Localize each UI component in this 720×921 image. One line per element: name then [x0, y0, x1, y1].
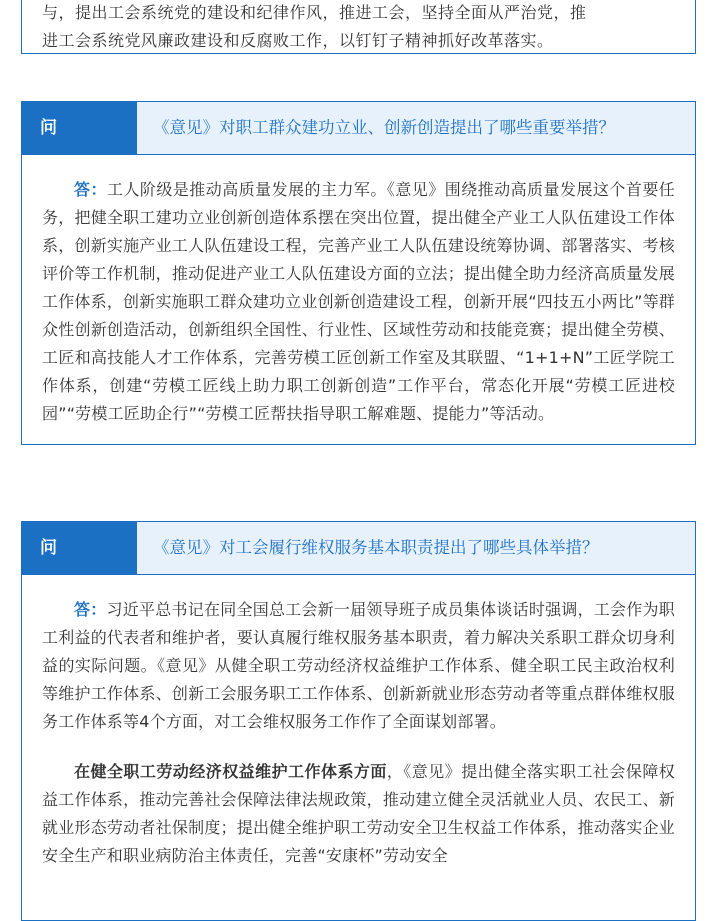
answer-text: 习近平总书记在同全国总工会新一届领导班子成员集体谈话时强调，工会作为职工利益的代表者和维护者，要认真履行维权服务基本职责，着力解决关系职工群众切身利益的实际问题。《意见》从健全职工劳动经济权益维护工作体系、健全职工民主政治权利等维护工作体系、创新工会服务职工工作体系、创新新就业形态劳动者等重点群体维权服务工作体系等4个方面，对工会维权服务工作作了全面谋划部署。: [42, 600, 675, 731]
previous-answer-line: 与，提出工会系统党的建设和纪律作风，推进工会，坚持全面从严治党，推: [42, 3, 587, 22]
question-title: 《意见》对职工群众建功立业、创新创造提出了哪些重要举措？: [137, 102, 695, 154]
previous-answer-line: 进工会系统党风廉政建设和反腐败工作，以钉钉子精神抓好改革落实。: [42, 31, 554, 50]
answer-body: [22, 575, 695, 886]
question-header: [22, 102, 695, 155]
answer-label: 答：: [74, 600, 107, 619]
question-title: 《意见》对工会履行维权服务基本职责提出了哪些具体举措？: [137, 522, 695, 574]
qa-card-2: [21, 521, 696, 921]
answer-body: [22, 155, 695, 444]
answer-label: 答：: [74, 180, 107, 199]
answer-text: 工人阶级是推动高质量发展的主力军。《意见》围绕推动高质量发展这个首要任务，把健全职工建功立业创新创造体系摆在突出位置，提出健全产业工人队伍建设工作体系，创新实施产业工人队伍建设工程，完善产业工人队伍建设统筹协调、部署落实、考核评价等工作机制，推动促进产业工人队伍建设方面的立法；提出健全助力经济高质量发展工作体系，创新实施职工群众建功立业创新创造建设工程，创新开展“四技五小两比”等群众性创新创造活动，创新组织全国性、行业性、区域性劳动和技能竞赛；提出健全劳模、工匠和高技能人才工作体系，完善劳模工匠创新工作室及其联盟、“1+1+N”工匠学院工作体系，创建“劳模工匠线上助力职工创新创造”工作平台，常态化开展“劳模工匠进校园”“劳模工匠助企行”“劳模工匠帮扶指导职工解难题、提能力”等活动。: [42, 180, 675, 423]
section-lead: 在健全职工劳动经济权益维护工作体系方面: [74, 762, 387, 781]
question-label: 问: [22, 102, 137, 154]
previous-answer-text: [42, 0, 678, 55]
question-label: 问: [22, 522, 137, 574]
previous-answer-card: [21, 0, 696, 54]
answer-paragraph: [42, 596, 675, 736]
answer-paragraph: [42, 758, 675, 870]
answer-text: ，《意见》提出健全落实职工社会保障权益工作体系，推动完善社会保障法律法规政策，推动建立健全灵活就业人员、农民工、新就业形态劳动者社保制度；提出健全维护职工劳动安全卫生权益工作体系，推动落实企业安全生产和职业病防治主体责任，完善“安康杯”劳动安全: [42, 762, 675, 865]
qa-card-1: [21, 101, 696, 445]
question-header: [22, 522, 695, 575]
answer-paragraph: [42, 176, 675, 428]
